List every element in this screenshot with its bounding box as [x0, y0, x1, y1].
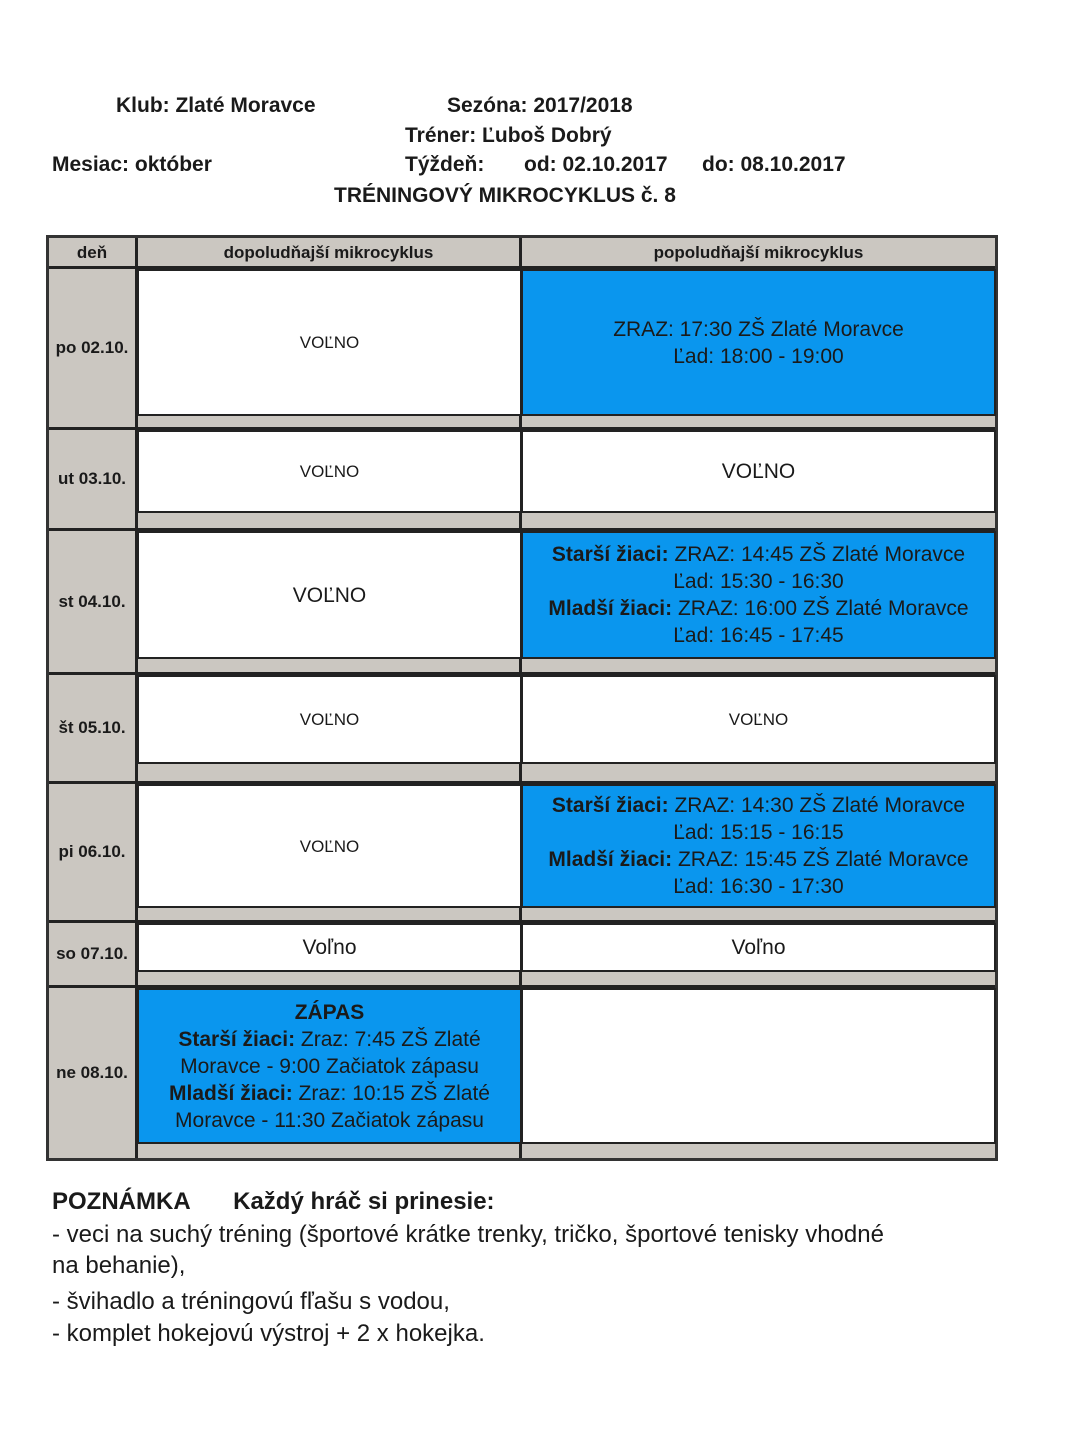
afternoon-line: Ľad: 15:30 - 16:30	[673, 570, 844, 593]
day-label: po 02.10.	[55, 338, 129, 357]
trainer-name: Ľuboš Dobrý	[482, 124, 612, 147]
afternoon-text: ZRAZ: 15:45 ZŠ Zlaté Moravce	[672, 848, 969, 871]
group-label: Starší žiaci:	[551, 794, 669, 817]
day-label: št 05.10.	[58, 718, 126, 737]
afternoon-cell	[521, 988, 996, 1144]
afternoon-cell	[521, 923, 996, 972]
day-label: ut 03.10.	[57, 469, 127, 488]
afternoon-line	[548, 846, 968, 873]
afternoon-line: Ľad: 18:00 - 19:00	[673, 344, 844, 368]
morning-text: VOĽNO	[292, 583, 367, 607]
afternoon-line: ZRAZ: 17:30 ZŠ Zlaté Moravce	[613, 317, 904, 341]
group-label: Mladší žiaci:	[548, 848, 673, 871]
afternoon-line: Ľad: 16:30 - 17:30	[673, 875, 844, 898]
column-header-afternoon: popoludňajší mikrocyklus	[653, 243, 864, 262]
afternoon-cell	[521, 531, 996, 659]
afternoon-text: ZRAZ: 14:30 ZŠ Zlaté Moravce	[668, 794, 966, 817]
morning-text: Voľno	[302, 936, 357, 959]
note-heading	[52, 1188, 495, 1216]
afternoon-cell	[521, 269, 996, 416]
morning-cell	[137, 784, 522, 908]
morning-line	[169, 1080, 490, 1107]
afternoon-text: VOĽNO	[728, 710, 789, 729]
afternoon-text: VOĽNO	[721, 460, 796, 483]
afternoon-text: ZRAZ: 16:00 ZŠ Zlaté Moravce	[672, 597, 969, 620]
match-title: ZÁPAS	[294, 1000, 365, 1024]
note-heading-text: Každý hráč si prinesie:	[233, 1188, 495, 1215]
afternoon-cell	[521, 675, 996, 764]
morning-text: Zraz: 7:45 ZŠ Zlaté	[295, 1027, 481, 1051]
morning-text: VOĽNO	[299, 710, 360, 729]
morning-cell	[137, 923, 522, 972]
column-header-day: deň	[76, 243, 108, 262]
group-label: Mladší žiaci:	[548, 597, 673, 620]
note-line: na behanie),	[52, 1252, 186, 1279]
afternoon-cell	[521, 430, 996, 513]
morning-line	[178, 1026, 480, 1053]
day-label: so 07.10.	[56, 944, 128, 963]
club-label: Klub: Zlaté Moravce	[116, 94, 316, 117]
afternoon-line	[548, 595, 968, 622]
afternoon-line	[552, 541, 965, 568]
week-label: Týždeň:	[405, 153, 485, 176]
note-line: - veci na suchý tréning (športové krátke trenky, tričko, športové tenisky vhodné	[52, 1221, 884, 1248]
schedule-table	[46, 235, 998, 1161]
trainer-label	[405, 124, 612, 148]
morning-cell	[137, 269, 522, 416]
morning-line: Moravce - 9:00 Začiatok zápasu	[180, 1054, 479, 1078]
day-label: pi 06.10.	[58, 842, 126, 861]
day-label: ne 08.10.	[56, 1063, 128, 1082]
morning-cell	[137, 675, 522, 764]
morning-cell	[137, 430, 522, 513]
trainer-caption: Tréner:	[405, 124, 477, 147]
afternoon-text: Voľno	[731, 936, 786, 959]
morning-text: VOĽNO	[299, 836, 360, 856]
page-title: TRÉNINGOVÝ MIKROCYKLUS č. 8	[334, 184, 676, 207]
morning-cell	[137, 988, 522, 1144]
column-header-morning: dopoludňajší mikrocyklus	[223, 243, 434, 262]
note-line: - švihadlo a tréningovú fľašu s vodou,	[52, 1288, 450, 1315]
note-line: - komplet hokejovú výstroj + 2 x hokejka.	[52, 1320, 485, 1347]
month-label: Mesiac: október	[52, 153, 212, 176]
group-label: Mladší žiaci:	[169, 1081, 293, 1105]
week-from: od: 02.10.2017	[524, 153, 668, 176]
season-label: Sezóna: 2017/2018	[447, 94, 633, 117]
morning-text: VOĽNO	[299, 462, 360, 481]
afternoon-line: Ľad: 16:45 - 17:45	[673, 624, 844, 647]
morning-line: Moravce - 11:30 Začiatok zápasu	[175, 1108, 484, 1132]
afternoon-line	[552, 792, 965, 819]
afternoon-text: ZRAZ: 14:45 ZŠ Zlaté Moravce	[668, 543, 966, 566]
morning-text: Zraz: 10:15 ZŠ Zlaté	[292, 1081, 490, 1105]
morning-cell	[137, 531, 522, 659]
afternoon-line: Ľad: 15:15 - 16:15	[673, 821, 844, 844]
group-label: Starší žiaci:	[551, 543, 669, 566]
note-label: POZNÁMKA	[52, 1188, 190, 1215]
group-label: Starší žiaci:	[178, 1027, 296, 1051]
week-to: do: 08.10.2017	[702, 153, 846, 176]
morning-text: VOĽNO	[299, 333, 360, 352]
afternoon-cell	[521, 784, 996, 908]
day-label: st 04.10.	[58, 591, 126, 611]
